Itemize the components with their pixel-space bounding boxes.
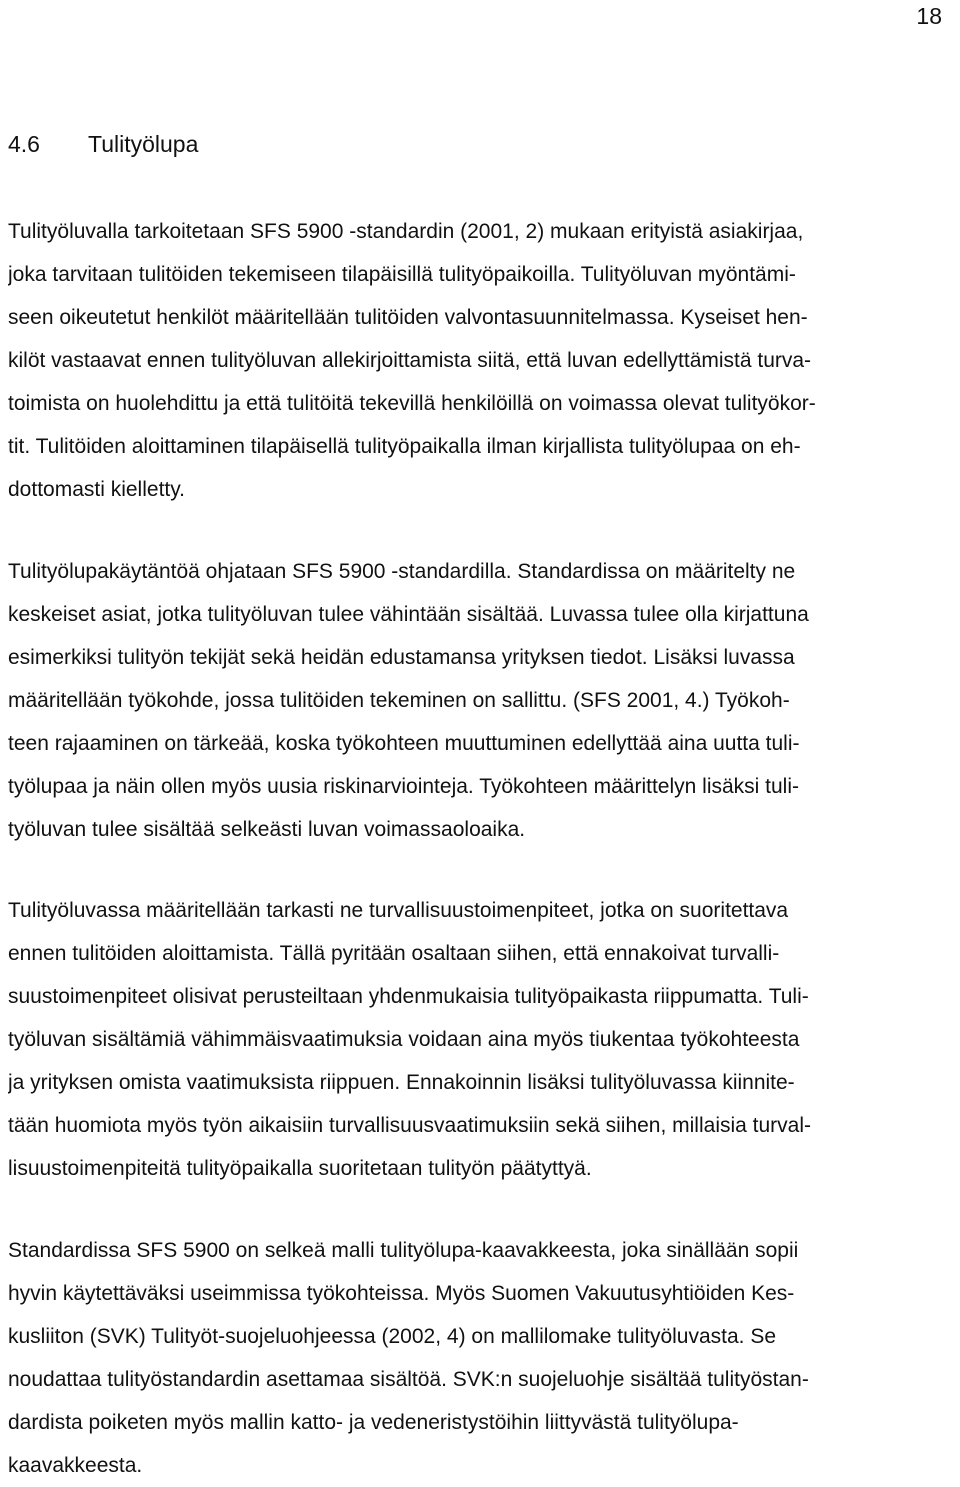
section-number: 4.6 bbox=[8, 131, 40, 157]
paragraph-line: ennen tulitöiden aloittamista. Tällä pyritään osaltaan siihen, että ennakoivat turvalli- bbox=[8, 942, 780, 965]
paragraph-line: kilöt vastaavat ennen tulityöluvan allekirjoittamista siitä, että luvan edellyttämistä turva- bbox=[8, 349, 812, 372]
section-heading bbox=[8, 128, 198, 160]
paragraph-line: seen oikeutetut henkilöt määritellään tulitöiden valvontasuunnitelmassa. Kyseiset hen- bbox=[8, 306, 808, 329]
paragraph-line: työluvan tulee sisältää selkeästi luvan voimassaoloaika. bbox=[8, 818, 526, 841]
paragraph-line: tään huomiota myös työn aikaisiin turvallisuusvaatimuksiin sekä siihen, millaisia turval- bbox=[8, 1114, 812, 1137]
paragraph-line: hyvin käytettäväksi useimmissa työkohteissa. Myös Suomen Vakuutusyhtiöiden Kes- bbox=[8, 1282, 795, 1305]
paragraph-line: ja yrityksen omista vaatimuksista riippuen. Ennakoinnin lisäksi tulityöluvassa kiinnite- bbox=[8, 1071, 795, 1094]
paragraph-1 bbox=[8, 210, 958, 511]
paragraph-line: kaavakkeesta. bbox=[8, 1454, 143, 1477]
paragraph-line: toimista on huolehdittu ja että tulitöitä tekevillä henkilöillä on voimassa olevat tulityökor- bbox=[8, 392, 816, 415]
paragraph-line: suustoimenpiteet olisivat perusteiltaan yhdenmukaisia tulityöpaikasta riippumatta. Tuli- bbox=[8, 985, 809, 1008]
paragraph-2 bbox=[8, 550, 958, 851]
paragraph-line: Tulityöluvassa määritellään tarkasti ne turvallisuustoimenpiteet, jotka on suoritettava bbox=[8, 899, 789, 922]
paragraph-line: teen rajaaminen on tärkeää, koska työkohteen muuttuminen edellyttää aina uutta tuli- bbox=[8, 732, 800, 755]
paragraph-line: Tulityöluvalla tarkoitetaan SFS 5900 -standardin (2001, 2) mukaan erityistä asiakirjaa, bbox=[8, 220, 804, 243]
paragraph-line: määritellään työkohde, jossa tulitöiden tekeminen on sallittu. (SFS 2001, 4.) Työkoh- bbox=[8, 689, 790, 712]
paragraph-line: työlupaa ja näin ollen myös uusia riskinarviointeja. Työkohteen määrittelyn lisäksi tuli- bbox=[8, 775, 800, 798]
paragraph-line: noudattaa tulityöstandardin asettamaa sisältöä. SVK:n suojeluohje sisältää tulityöstan- bbox=[8, 1368, 809, 1391]
paragraph-line: lisuustoimenpiteitä tulityöpaikalla suoritetaan tulityön päätyttyä. bbox=[8, 1157, 592, 1180]
paragraph-line: Tulityölupakäytäntöä ohjataan SFS 5900 -standardilla. Standardissa on määritelty ne bbox=[8, 560, 796, 583]
section-title: Tulityölupa bbox=[88, 131, 199, 157]
paragraph-line: Standardissa SFS 5900 on selkeä malli tulityölupa-kaavakkeesta, joka sinällään sopii bbox=[8, 1239, 799, 1262]
paragraph-line: kusliiton (SVK) Tulityöt-suojeluohjeessa (2002, 4) on mallilomake tulityöluvasta. Se bbox=[8, 1325, 777, 1348]
paragraph-line: dottomasti kielletty. bbox=[8, 478, 186, 501]
paragraph-line: dardista poiketen myös mallin katto- ja vedeneristystöihin liittyvästä tulityölupa- bbox=[8, 1411, 739, 1434]
paragraph-line: keskeiset asiat, jotka tulityöluvan tulee vähintään sisältää. Luvassa tulee olla kirjattuna bbox=[8, 603, 809, 626]
paragraph-line: esimerkiksi tulityön tekijät sekä heidän edustamansa yrityksen tiedot. Lisäksi luvassa bbox=[8, 646, 795, 669]
paragraph-line: tit. Tulitöiden aloittaminen tilapäisellä tulityöpaikalla ilman kirjallista tulityölupaa on eh- bbox=[8, 435, 801, 458]
paragraph-line: joka tarvitaan tulitöiden tekemiseen tilapäisillä tulityöpaikoilla. Tulityöluvan myöntämi- bbox=[8, 263, 796, 286]
paragraph-3 bbox=[8, 889, 958, 1190]
paragraph-line: työluvan sisältämiä vähimmäisvaatimuksia voidaan aina myös tiukentaa työkohteesta bbox=[8, 1028, 800, 1051]
page-number: 18 bbox=[916, 3, 942, 29]
paragraph-4 bbox=[8, 1229, 958, 1487]
